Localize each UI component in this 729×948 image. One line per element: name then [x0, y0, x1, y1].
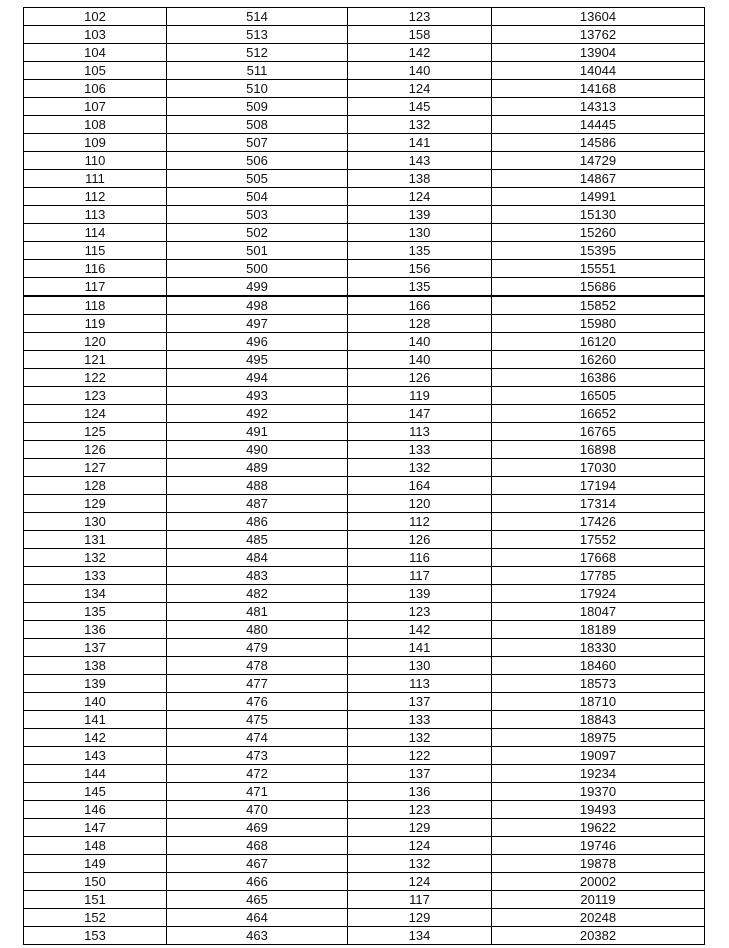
- cumulative-cell: 17924: [492, 585, 705, 603]
- score-cell: 484: [167, 549, 348, 567]
- table-row: [24, 657, 705, 675]
- rank-cell: 123: [24, 387, 167, 405]
- count-cell: 139: [348, 585, 492, 603]
- rank-cell: 106: [24, 80, 167, 98]
- count-cell: 140: [348, 351, 492, 369]
- cumulative-cell: 13604: [492, 8, 705, 26]
- score-cell: 481: [167, 603, 348, 621]
- table-row: [24, 909, 705, 927]
- count-cell: 122: [348, 747, 492, 765]
- score-cell: 513: [167, 26, 348, 44]
- cumulative-cell: 14729: [492, 152, 705, 170]
- score-cell: 495: [167, 351, 348, 369]
- cumulative-cell: 17668: [492, 549, 705, 567]
- table-row: [24, 224, 705, 242]
- rank-cell: 127: [24, 459, 167, 477]
- count-cell: 142: [348, 44, 492, 62]
- rank-cell: 136: [24, 621, 167, 639]
- count-cell: 124: [348, 837, 492, 855]
- rank-cell: 145: [24, 783, 167, 801]
- rank-cell: 116: [24, 260, 167, 278]
- table-row: [24, 639, 705, 657]
- cumulative-cell: 20248: [492, 909, 705, 927]
- table-row: [24, 242, 705, 260]
- table-row: [24, 477, 705, 495]
- count-cell: 142: [348, 621, 492, 639]
- rank-cell: 118: [24, 296, 167, 315]
- table-row: [24, 819, 705, 837]
- cumulative-cell: 14991: [492, 188, 705, 206]
- score-cell: 509: [167, 98, 348, 116]
- score-cell: 463: [167, 927, 348, 945]
- cumulative-cell: 18710: [492, 693, 705, 711]
- score-cell: 498: [167, 296, 348, 315]
- score-table-body: [24, 8, 705, 945]
- rank-cell: 105: [24, 62, 167, 80]
- table-row: [24, 927, 705, 945]
- cumulative-cell: 14445: [492, 116, 705, 134]
- count-cell: 166: [348, 296, 492, 315]
- table-row: [24, 26, 705, 44]
- count-cell: 123: [348, 603, 492, 621]
- rank-cell: 147: [24, 819, 167, 837]
- rank-cell: 153: [24, 927, 167, 945]
- table-row: [24, 459, 705, 477]
- score-cell: 470: [167, 801, 348, 819]
- count-cell: 112: [348, 513, 492, 531]
- count-cell: 128: [348, 315, 492, 333]
- cumulative-cell: 16898: [492, 441, 705, 459]
- cumulative-cell: 20119: [492, 891, 705, 909]
- count-cell: 132: [348, 459, 492, 477]
- count-cell: 129: [348, 819, 492, 837]
- rank-cell: 119: [24, 315, 167, 333]
- count-cell: 147: [348, 405, 492, 423]
- rank-cell: 139: [24, 675, 167, 693]
- cumulative-cell: 20382: [492, 927, 705, 945]
- table-row: [24, 837, 705, 855]
- score-cell: 469: [167, 819, 348, 837]
- rank-cell: 126: [24, 441, 167, 459]
- cumulative-cell: 14586: [492, 134, 705, 152]
- count-cell: 124: [348, 188, 492, 206]
- score-cell: 465: [167, 891, 348, 909]
- score-cell: 491: [167, 423, 348, 441]
- score-cell: 506: [167, 152, 348, 170]
- rank-cell: 117: [24, 278, 167, 297]
- cumulative-cell: 18330: [492, 639, 705, 657]
- cumulative-cell: 16386: [492, 369, 705, 387]
- score-cell: 505: [167, 170, 348, 188]
- score-cell: 499: [167, 278, 348, 297]
- rank-cell: 148: [24, 837, 167, 855]
- table-row: [24, 80, 705, 98]
- score-cell: 504: [167, 188, 348, 206]
- count-cell: 129: [348, 909, 492, 927]
- rank-cell: 131: [24, 531, 167, 549]
- rank-cell: 138: [24, 657, 167, 675]
- score-cell: 508: [167, 116, 348, 134]
- rank-cell: 151: [24, 891, 167, 909]
- count-cell: 119: [348, 387, 492, 405]
- rank-cell: 112: [24, 188, 167, 206]
- table-row: [24, 531, 705, 549]
- rank-cell: 111: [24, 170, 167, 188]
- count-cell: 143: [348, 152, 492, 170]
- table-row: [24, 188, 705, 206]
- table-row: [24, 98, 705, 116]
- rank-cell: 128: [24, 477, 167, 495]
- rank-cell: 121: [24, 351, 167, 369]
- score-table: [23, 7, 705, 945]
- rank-cell: 146: [24, 801, 167, 819]
- table-row: [24, 134, 705, 152]
- table-row: [24, 333, 705, 351]
- count-cell: 139: [348, 206, 492, 224]
- count-cell: 130: [348, 657, 492, 675]
- table-row: [24, 8, 705, 26]
- rank-cell: 144: [24, 765, 167, 783]
- score-cell: 507: [167, 134, 348, 152]
- rank-cell: 152: [24, 909, 167, 927]
- cumulative-cell: 18573: [492, 675, 705, 693]
- cumulative-cell: 16652: [492, 405, 705, 423]
- rank-cell: 130: [24, 513, 167, 531]
- score-cell: 477: [167, 675, 348, 693]
- cumulative-cell: 16120: [492, 333, 705, 351]
- table-row: [24, 567, 705, 585]
- rank-cell: 140: [24, 693, 167, 711]
- score-cell: 496: [167, 333, 348, 351]
- rank-cell: 129: [24, 495, 167, 513]
- rank-cell: 132: [24, 549, 167, 567]
- count-cell: 132: [348, 855, 492, 873]
- cumulative-cell: 19622: [492, 819, 705, 837]
- score-cell: 503: [167, 206, 348, 224]
- score-cell: 514: [167, 8, 348, 26]
- score-cell: 497: [167, 315, 348, 333]
- score-cell: 487: [167, 495, 348, 513]
- table-row: [24, 278, 705, 297]
- cumulative-cell: 18975: [492, 729, 705, 747]
- rank-cell: 108: [24, 116, 167, 134]
- score-cell: 467: [167, 855, 348, 873]
- cumulative-cell: 14313: [492, 98, 705, 116]
- cumulative-cell: 18460: [492, 657, 705, 675]
- cumulative-cell: 15980: [492, 315, 705, 333]
- cumulative-cell: 15852: [492, 296, 705, 315]
- count-cell: 132: [348, 729, 492, 747]
- count-cell: 135: [348, 278, 492, 297]
- count-cell: 126: [348, 531, 492, 549]
- cumulative-cell: 17314: [492, 495, 705, 513]
- cumulative-cell: 19878: [492, 855, 705, 873]
- cumulative-cell: 19234: [492, 765, 705, 783]
- count-cell: 113: [348, 423, 492, 441]
- count-cell: 137: [348, 693, 492, 711]
- count-cell: 135: [348, 242, 492, 260]
- count-cell: 123: [348, 801, 492, 819]
- score-cell: 478: [167, 657, 348, 675]
- table-row: [24, 603, 705, 621]
- count-cell: 164: [348, 477, 492, 495]
- cumulative-cell: 16765: [492, 423, 705, 441]
- table-row: [24, 351, 705, 369]
- cumulative-cell: 18047: [492, 603, 705, 621]
- score-cell: 474: [167, 729, 348, 747]
- rank-cell: 124: [24, 405, 167, 423]
- score-cell: 482: [167, 585, 348, 603]
- cumulative-cell: 15260: [492, 224, 705, 242]
- rank-cell: 120: [24, 333, 167, 351]
- count-cell: 117: [348, 891, 492, 909]
- table-row: [24, 441, 705, 459]
- cumulative-cell: 19370: [492, 783, 705, 801]
- table-row: [24, 62, 705, 80]
- table-row: [24, 387, 705, 405]
- cumulative-cell: 15686: [492, 278, 705, 297]
- count-cell: 117: [348, 567, 492, 585]
- cumulative-cell: 14168: [492, 80, 705, 98]
- cumulative-cell: 15130: [492, 206, 705, 224]
- count-cell: 140: [348, 62, 492, 80]
- table-row: [24, 206, 705, 224]
- score-cell: 476: [167, 693, 348, 711]
- score-cell: 472: [167, 765, 348, 783]
- score-cell: 501: [167, 242, 348, 260]
- table-row: [24, 116, 705, 134]
- table-row: [24, 296, 705, 315]
- score-cell: 493: [167, 387, 348, 405]
- table-row: [24, 44, 705, 62]
- rank-cell: 150: [24, 873, 167, 891]
- score-cell: 511: [167, 62, 348, 80]
- rank-cell: 110: [24, 152, 167, 170]
- table-row: [24, 152, 705, 170]
- count-cell: 145: [348, 98, 492, 116]
- cumulative-cell: 17785: [492, 567, 705, 585]
- rank-cell: 125: [24, 423, 167, 441]
- rank-cell: 122: [24, 369, 167, 387]
- count-cell: 126: [348, 369, 492, 387]
- cumulative-cell: 19493: [492, 801, 705, 819]
- table-row: [24, 729, 705, 747]
- score-cell: 494: [167, 369, 348, 387]
- cumulative-cell: 17030: [492, 459, 705, 477]
- table-row: [24, 873, 705, 891]
- rank-cell: 143: [24, 747, 167, 765]
- table-row: [24, 801, 705, 819]
- table-row: [24, 675, 705, 693]
- cumulative-cell: 17426: [492, 513, 705, 531]
- cumulative-cell: 20002: [492, 873, 705, 891]
- rank-cell: 104: [24, 44, 167, 62]
- score-cell: 483: [167, 567, 348, 585]
- table-row: [24, 891, 705, 909]
- rank-cell: 103: [24, 26, 167, 44]
- rank-cell: 102: [24, 8, 167, 26]
- cumulative-cell: 17194: [492, 477, 705, 495]
- rank-cell: 134: [24, 585, 167, 603]
- score-cell: 473: [167, 747, 348, 765]
- rank-cell: 149: [24, 855, 167, 873]
- table-row: [24, 855, 705, 873]
- table-row: [24, 549, 705, 567]
- count-cell: 113: [348, 675, 492, 693]
- count-cell: 120: [348, 495, 492, 513]
- count-cell: 156: [348, 260, 492, 278]
- score-cell: 502: [167, 224, 348, 242]
- cumulative-cell: 18843: [492, 711, 705, 729]
- rank-cell: 142: [24, 729, 167, 747]
- score-cell: 485: [167, 531, 348, 549]
- cumulative-cell: 13904: [492, 44, 705, 62]
- cumulative-cell: 19097: [492, 747, 705, 765]
- rank-cell: 115: [24, 242, 167, 260]
- score-cell: 486: [167, 513, 348, 531]
- score-cell: 512: [167, 44, 348, 62]
- count-cell: 132: [348, 116, 492, 134]
- count-cell: 123: [348, 8, 492, 26]
- count-cell: 133: [348, 441, 492, 459]
- count-cell: 116: [348, 549, 492, 567]
- rank-cell: 114: [24, 224, 167, 242]
- table-row: [24, 693, 705, 711]
- score-cell: 464: [167, 909, 348, 927]
- table-row: [24, 315, 705, 333]
- score-cell: 466: [167, 873, 348, 891]
- score-cell: 510: [167, 80, 348, 98]
- count-cell: 141: [348, 134, 492, 152]
- count-cell: 133: [348, 711, 492, 729]
- count-cell: 130: [348, 224, 492, 242]
- cumulative-cell: 18189: [492, 621, 705, 639]
- score-cell: 475: [167, 711, 348, 729]
- score-cell: 468: [167, 837, 348, 855]
- table-row: [24, 170, 705, 188]
- table-row: [24, 747, 705, 765]
- table-row: [24, 585, 705, 603]
- rank-cell: 135: [24, 603, 167, 621]
- cumulative-cell: 19746: [492, 837, 705, 855]
- cumulative-cell: 16260: [492, 351, 705, 369]
- score-cell: 489: [167, 459, 348, 477]
- score-cell: 488: [167, 477, 348, 495]
- count-cell: 134: [348, 927, 492, 945]
- count-cell: 138: [348, 170, 492, 188]
- table-row: [24, 765, 705, 783]
- score-cell: 471: [167, 783, 348, 801]
- count-cell: 158: [348, 26, 492, 44]
- cumulative-cell: 13762: [492, 26, 705, 44]
- table-row: [24, 783, 705, 801]
- count-cell: 141: [348, 639, 492, 657]
- table-row: [24, 513, 705, 531]
- table-row: [24, 369, 705, 387]
- table-row: [24, 621, 705, 639]
- score-cell: 500: [167, 260, 348, 278]
- rank-cell: 113: [24, 206, 167, 224]
- count-cell: 140: [348, 333, 492, 351]
- cumulative-cell: 15395: [492, 242, 705, 260]
- count-cell: 137: [348, 765, 492, 783]
- cumulative-cell: 16505: [492, 387, 705, 405]
- cumulative-cell: 14044: [492, 62, 705, 80]
- count-cell: 124: [348, 80, 492, 98]
- table-row: [24, 405, 705, 423]
- rank-cell: 133: [24, 567, 167, 585]
- table-row: [24, 711, 705, 729]
- score-cell: 490: [167, 441, 348, 459]
- cumulative-cell: 14867: [492, 170, 705, 188]
- rank-cell: 107: [24, 98, 167, 116]
- score-cell: 480: [167, 621, 348, 639]
- count-cell: 124: [348, 873, 492, 891]
- table-row: [24, 260, 705, 278]
- rank-cell: 141: [24, 711, 167, 729]
- rank-cell: 137: [24, 639, 167, 657]
- score-cell: 479: [167, 639, 348, 657]
- score-cell: 492: [167, 405, 348, 423]
- rank-cell: 109: [24, 134, 167, 152]
- table-row: [24, 495, 705, 513]
- cumulative-cell: 17552: [492, 531, 705, 549]
- count-cell: 136: [348, 783, 492, 801]
- table-row: [24, 423, 705, 441]
- cumulative-cell: 15551: [492, 260, 705, 278]
